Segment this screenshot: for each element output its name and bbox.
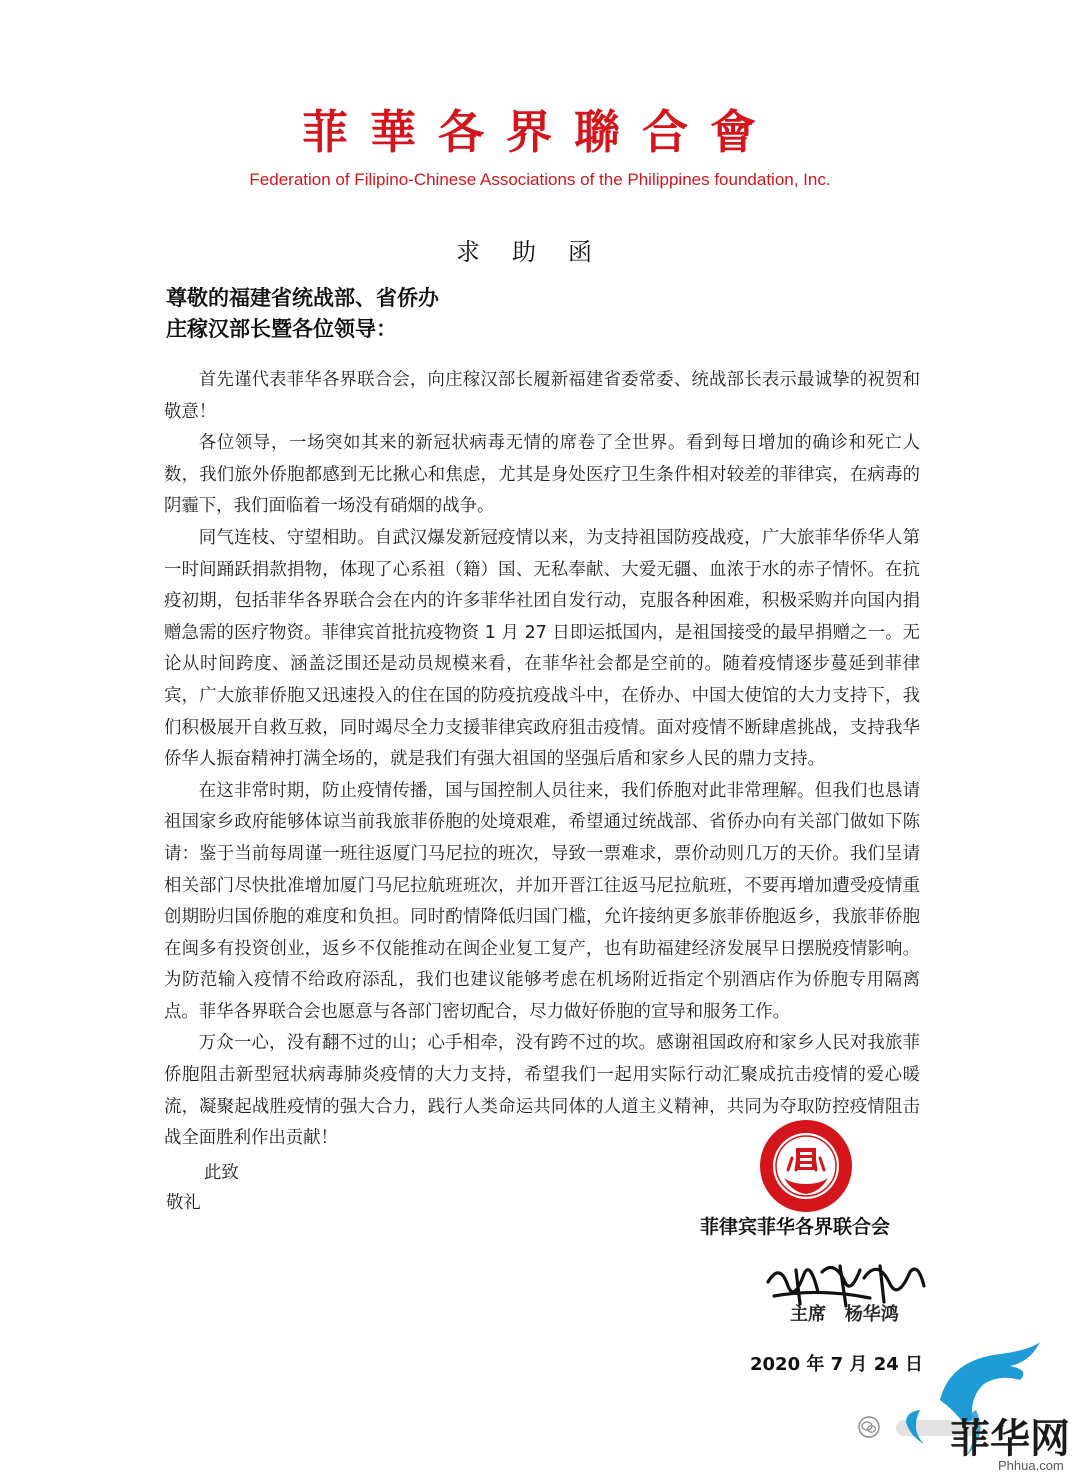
wechat-icon: [858, 1416, 880, 1438]
signatory-name: 杨华鸿: [844, 1304, 899, 1325]
salutation-line-2: 庄稼汉部长暨各位领导：: [166, 317, 397, 341]
org-name-chinese: 菲華各界聯合會: [302, 105, 778, 159]
paragraph-3: 同气连枝、守望相助。自武汉爆发新冠疫情以来，为支持祖国防疫战疫，广大旅菲华侨华人第一时间踊跃捐款捐物，体现了心系祖（籍）国、无私奉献、大爱无疆、血浓于水的赤子情怀。在抗疫初期，包括菲华各界联合会在内的许多菲华社团自发行动，克服各种困难，积极采购并向国内捐赠急需的医疗物资。菲律宾首批抗疫物资 1 月 27 日即运抵国内，是祖国接受的最早捐赠之一。无论从时间跨度、涵盖泛围还是动员规模来看，在菲华社会都是空前的。随着疫情逐步蔓延到菲律宾，广大旅菲侨胞又迅速投入的住在国的防疫抗疫战斗中，在侨办、中国大使馆的大力支持下，我们积极展开自救互救，同时竭尽全力支援菲律宾政府狙击疫情。面对疫情不断肆虐挑战，支持我华侨华人振奋精神打满全场的，就是我们有强大祖国的坚强后盾和家乡人民的鼎力支持。: [164, 527, 920, 770]
paragraph-2: 各位领导，一场突如其来的新冠状病毒无情的席卷了全世界。看到每日增加的确诊和死亡人数，我们旅外侨胞都感到无比揪心和焦虑，尤其是身处医疗卫生条件相对较差的菲律宾，在病毒的阴霾下，我们面临着一场没有硝烟的战争。: [164, 433, 920, 517]
closing-line-1: 此致: [204, 1163, 239, 1183]
svg-text:菲华网: 菲华网: [950, 1415, 1070, 1462]
signatory-title: 主席: [790, 1304, 826, 1325]
salutation-line-1: 尊敬的福建省统战部、省侨办: [166, 286, 439, 310]
letter-date: 2020 年 7 月 24 日: [750, 1354, 924, 1375]
org-name-english: Federation of Filipino-Chinese Associations of the Philippines foundation, Inc.: [249, 170, 831, 189]
letter-title: 求助函: [456, 238, 624, 266]
paragraph-5: 万众一心，没有翻不过的山；心手相牵，没有跨不过的坎。感谢祖国政府和家乡人民对我旅菲侨胞阻击新型冠状病毒肺炎疫情的大力支持，希望我们一起用实际行动汇聚成抗击疫情的爱心暖流，凝聚起战胜疫情的强大合力，践行人类命运共同体的人道主义精神，共同为夺取防控疫情阻击战全面胜利作出贡献！: [164, 1033, 920, 1149]
paragraph-4: 在这非常时期，防止疫情传播，国与国控制人员往来，我们侨胞对此非常理解。但我们也恳请祖国家乡政府能够体谅当前我旅菲侨胞的处境艰难，希望通过统战部、省侨办向有关部门做如下陈请：鉴于当前每周谨一班往返厦门马尼拉的班次，导致一票难求，票价动则几万的天价。我们呈请相关部门尽快批准增加厦门马尼拉航班班次，并加开晋江往返马尼拉航班，不要再增加遭受疫情重创期盼归国侨胞的难度和负担。同时酌情降低归国门槛，允许接纳更多旅菲侨胞返乡，我旅菲侨胞在闽多有投资创业，返乡不仅能推动在闽企业复工复产，也有助福建经济发展早日摆脱疫情影响。为防范输入疫情不给政府添乱，我们也建议能够考虑在机场附近指定个别酒店作为侨胞专用隔离点。菲华各界联合会也愿意与各部门密切配合，尽力做好侨胞的宣导和服务工作。: [164, 780, 920, 1022]
signatory-chair: [790, 1300, 899, 1326]
organization-seal-icon: [758, 1118, 854, 1214]
signatory-organization: 菲律宾菲华各界联合会: [700, 1216, 891, 1238]
closing-line-2: 敬礼: [166, 1193, 201, 1213]
letter-body: [164, 365, 920, 1155]
site-logo-watermark: [880, 1340, 1070, 1466]
paragraph-1: 首先谨代表菲华各界联合会，向庄稼汉部长履新福建省委常委、统战部长表示最诚挚的祝贺和敬意！: [164, 370, 920, 422]
watermark-site-url: Phhua.com: [998, 1458, 1064, 1473]
